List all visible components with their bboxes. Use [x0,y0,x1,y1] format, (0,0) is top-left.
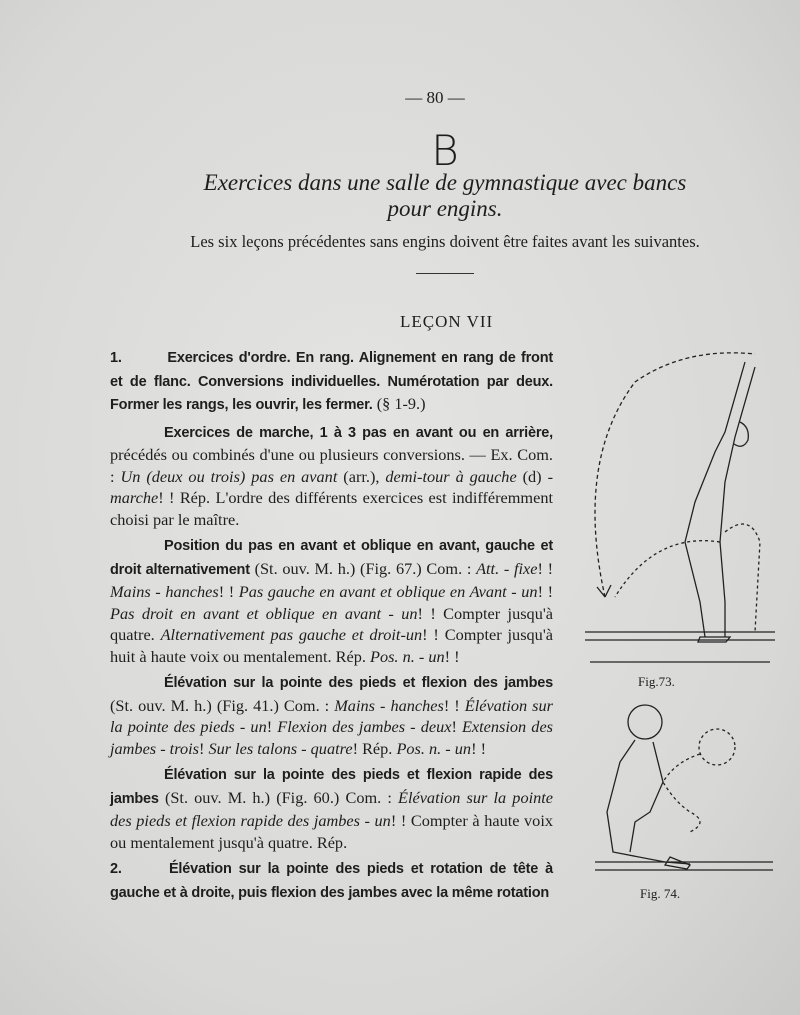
p3-text6: ! ! Compter jusqu'à huit à haute voix ou mentalement. Rép. [110,625,553,666]
p4-italic1: Mains - hanches [334,695,444,715]
p3-italic2: Mains - hanches [110,582,219,601]
standing-figure-front [685,362,745,637]
arrow-head [597,585,611,597]
paragraph-3 [110,534,553,667]
figure-73-caption: Fig.73. [638,674,675,689]
paragraph-4 [110,671,553,759]
kneeling-head [628,705,662,739]
p4-italic6: Pos. n. - un [396,738,472,758]
p2-text1: précédés ou combinés d'une ou plusieurs conversions. — Ex. Com. : [110,445,553,486]
p1-ref: (§ 1-9.) [376,394,426,413]
divider-rule [416,273,474,274]
p5-italic1: Élévation sur la pointe des pieds et flexion rapide des jambes - un [110,787,554,830]
p2-text4: ! ! Rép. L'ordre des différents exercices est indifféremment choisi par le maître. [110,488,553,529]
p3-text3: ! ! [218,582,235,601]
p5-text2: ! ! Compter à haute voix ou mentalement jusqu'à quatre. Rép. [110,811,553,852]
p5-bold: Élévation sur la pointe des pieds et flexion rapide des jambes [110,767,553,807]
p2-italic1: Un (deux ou trois) pas en avant [120,466,338,486]
p4-text1: (St. ouv. M. h.) (Fig. 41.) Com. : [110,695,330,715]
p4-text4: ! [451,717,457,736]
p2-text2: (arr.), [343,466,380,486]
p2-bold: Exercices de marche, 1 à 3 pas en avant ou en arrière, [164,424,553,441]
figure-74-illustration [595,692,775,882]
p2-italic3: - marche [110,466,553,507]
intro-text: Les six leçons précédentes sans engins doivent être faites avant les suivantes. [190,232,700,251]
page-number: — 80 — [405,88,465,107]
p4-italic4: Extension des jambes - trois [110,717,554,758]
item-number-1: 1. [110,350,122,366]
p3-text7: ! ! [444,646,460,666]
p3-text4: ! ! [537,582,554,601]
p3-italic1: Att. - fixe [476,558,538,578]
section-title-line1: Exercices dans une salle de gymnastique avec bancs [203,170,687,195]
p3-italic5: Alternativement pas gauche et droit-un [160,625,423,644]
section-title-line2: pour engins. [387,196,503,221]
paragraph-1 [110,346,553,417]
section-letter: B [431,126,459,175]
p4-italic2: Élévation sur la pointe des pieds - un [110,695,553,736]
p4-text2: ! ! [443,695,460,715]
figure-74-caption: Fig. 74. [640,886,681,901]
p4-italic3: Flexion des jambes - deux [277,717,452,736]
p2-text3: (d) [522,466,542,486]
p3-bold: Position du pas en avant et oblique en avant, gauche et droit alternativement [110,538,553,578]
p3-text5: ! ! Compter jusqu'à quatre. [110,603,553,644]
p1-bold: Exercices d'ordre. En rang. Alignement en rang de front et de flanc. Conversions individuelles. Numérotation par deux. Former les rangs, les ouvrir, les fermer. [110,350,553,413]
p4-text7: ! ! [471,738,486,758]
figure-73-illustration [575,342,785,667]
bent-figure-dashed [615,524,760,632]
p3-italic4: Pas droit en avant et oblique en avant - un [110,603,418,623]
p5-text1: (St. ouv. M. h.) (Fig. 60.) Com. : [164,787,392,807]
p4-text6: ! Rép. [352,738,393,758]
p3-italic3: Pas gauche en avant et oblique en Avant - un [238,582,538,601]
item-number-2: 2. [110,861,122,877]
paragraph-6 [110,857,553,904]
p3-text1: (St. ouv. M. h.) (Fig. 67.) Com. : [254,558,472,578]
lesson-heading: LEÇON VII [400,312,494,331]
p4-text3: ! [266,717,273,736]
p2-italic2: demi-tour à gauche [385,466,517,486]
standing-figure-back [720,367,755,637]
paragraph-5 [110,763,553,853]
leaning-head-dashed [699,729,735,765]
kneeling-body-back [630,742,663,852]
p3-italic6: Pos. n. - un [370,646,445,666]
leaning-body-dashed [663,754,700,832]
p4-text5: ! [198,738,205,758]
p6-bold: Élévation sur la pointe des pieds et rotation de tête à gauche et à droite, puis flexion des jambes avec la même rotation [110,861,554,901]
arc-path [595,353,755,597]
paragraph-2 [110,421,553,531]
p3-text2: ! ! [537,558,554,578]
p4-bold: Élévation sur la pointe des pieds et flexion des jambes [164,675,553,691]
text-column [110,346,553,908]
p4-italic5: Sur les talons - quatre [208,738,353,758]
